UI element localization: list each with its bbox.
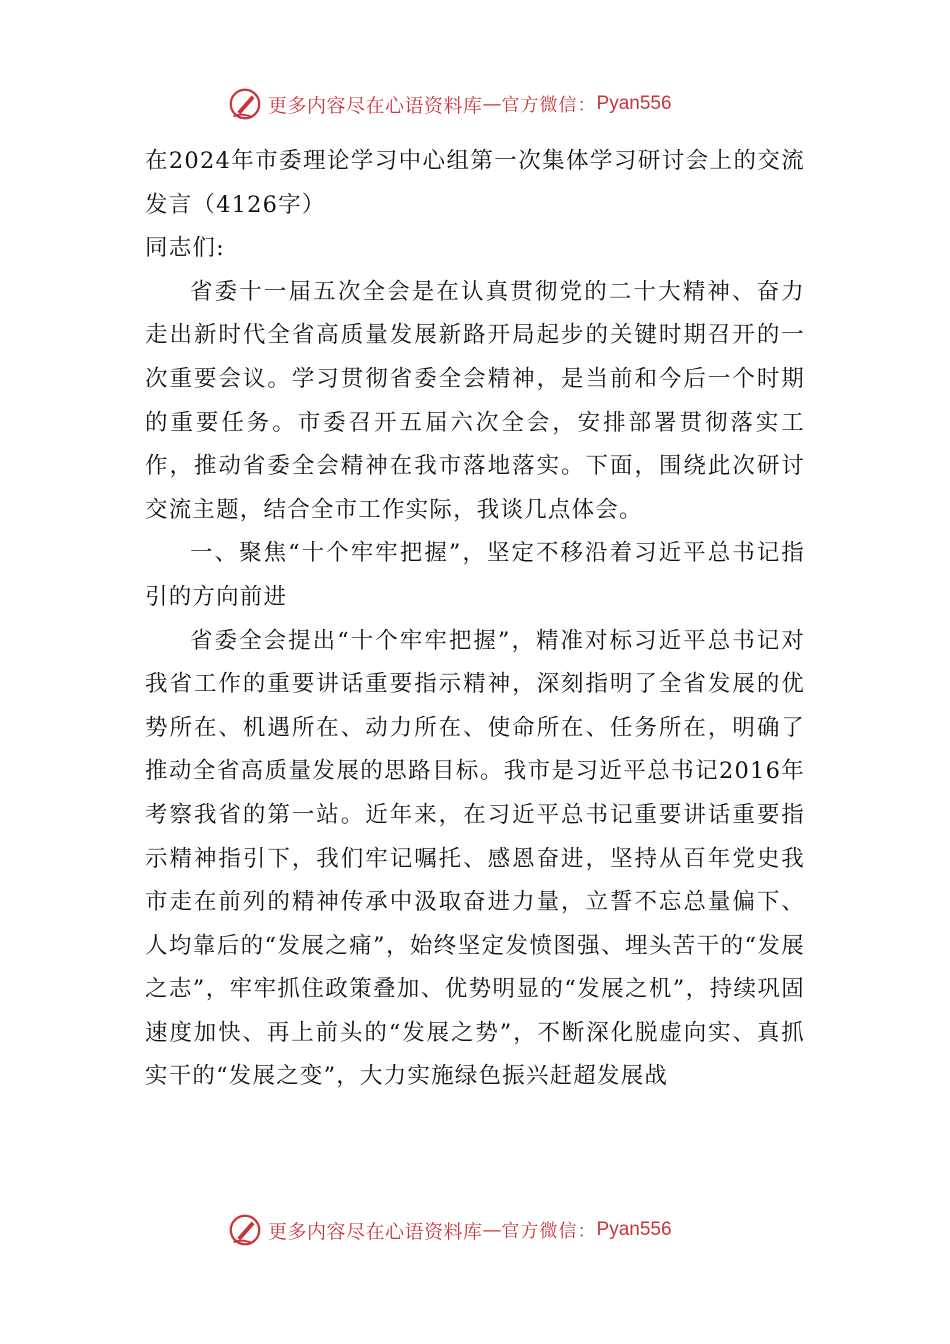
watermark-separator: —	[482, 1219, 502, 1241]
pen-logo-icon	[226, 1211, 264, 1249]
paragraph-section-1: 省委全会提出“十个牢牢把握”，精准对标习近平总书记对我省工作的重要讲话重要指示精神，深刻指明了全省发展的优势所在、机遇所在、动力所在、使命所在、任务所在，明确了推动全省高质量发展的思路目标。我市是习近平总书记2016年考察我省的第一站。近年来，在习近平总书记重要讲话重要指示精神指引下，我们牢记嘱托、感恩奋进，坚持从百年党史我市走在前列的精神传承中汲取奋进力量，立誓不忘总量偏下、人均靠后的“发展之痛”，始终坚定发愤图强、埋头苦干的“发展之志”，牢牢抓住政策叠加、优势明显的“发展之机”，持续巩固速度加快、再上前头的“发展之势”，不断深化脱虚向实、真抓实干的“发展之变”，大力实施绿色振兴赶超发展战	[145, 627, 805, 1090]
document-title: 在2024年市委理论学习中心组第一次集体学习研讨会上的交流发言（4126字）	[145, 148, 805, 218]
watermark-site-text: 更多内容尽在心语资料库	[268, 94, 483, 117]
watermark-header	[226, 84, 672, 124]
watermark-contact-id: Pyan556	[596, 1219, 672, 1240]
section-heading-1: 一、聚焦“十个牢牢把握”，坚定不移沿着习近平总书记指引的方向前进	[145, 540, 805, 610]
document-body	[145, 140, 805, 1099]
paragraph-intro: 省委十一届五次全会是在认真贯彻党的二十大精神、奋力走出新时代全省高质量发展新路开局起步的关键时期召开的一次重要会议。学习贯彻省委全会精神，是当前和今后一个时期的重要任务。市委召开五届六次全会，安排部署贯彻落实工作，推动省委全会精神在我市落地落实。下面，围绕此次研讨交流主题，结合全市工作实际，我谈几点体会。	[145, 278, 805, 523]
watermark-footer	[226, 1210, 672, 1250]
salutation: 同志们:	[145, 235, 225, 262]
pen-logo-icon	[226, 85, 264, 123]
watermark-site-text: 更多内容尽在心语资料库	[268, 1220, 483, 1243]
watermark-separator: —	[482, 93, 502, 115]
watermark-contact-id: Pyan556	[596, 93, 672, 114]
watermark-contact-label: 官方微信：	[501, 1221, 597, 1242]
watermark-contact-label: 官方微信：	[501, 95, 597, 116]
